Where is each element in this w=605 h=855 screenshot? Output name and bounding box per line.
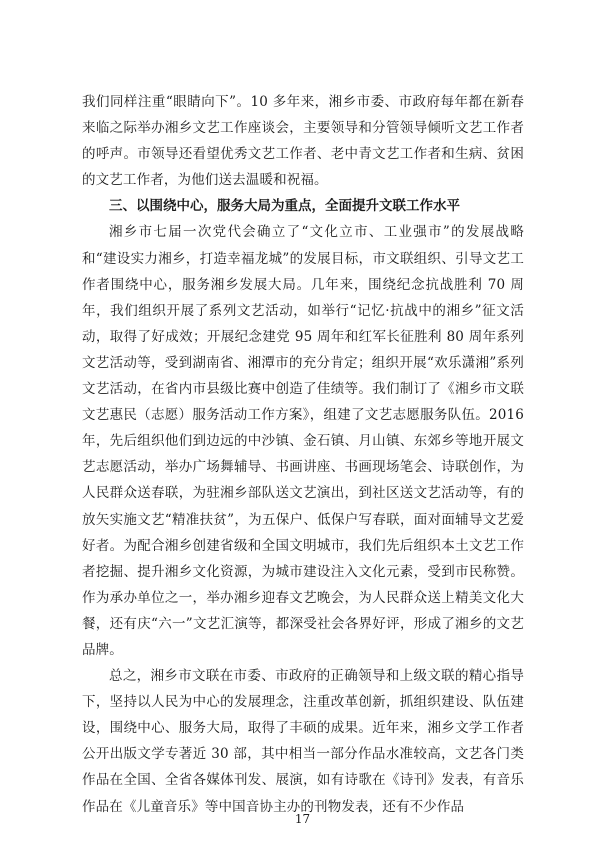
body-paragraph: 湘乡市七届一次党代会确立了“文化立市、工业强市”的发展战略和“建设实力湘乡，打造幸福龙城”的发展目标，市文联组织、引导文艺工作者围绕中心，服务湘乡发展大局。几年来，围绕纪念抗战胜利 70 周年，我们组织开展了系列文艺活动，如举行“记忆·抗战中的湘乡”征文活动，取得了好成效；开展纪念建党 95 周年和红军长征胜利 80 周年系列文艺活动等，受到湖南省、湘潭市的充分肯定；组织开展“欢乐潇湘”系列文艺活动，在省内市县级比赛中创造了佳绩等。我们制订了《湘乡市文联文艺惠民（志愿）服务活动工作方案》，组建了文艺志愿服务队伍。2016 年，先后组织他们到边远的中沙镇、金石镇、月山镇、东郊乡等地开展文艺志愿活动，举办广场舞辅导、书画讲座、书画现场笔会、诗联创作，为人民群众送春联，为驻湘乡部队送文艺演出，到社区送文艺活动等，有的放矢实施文艺“精准扶贫”，为五保户、低保户写春联，面对面辅导文艺爱好者。为配合湘乡创建省级和全国文明城市，我们先后组织本土文艺工作者挖掘、提升湘乡文化资源，为城市建设注入文化元素，受到市民称赞。作为承办单位之一，举办湘乡迎春文艺晚会，为人民群众送上精美文化大餐，还有庆“六一”文艺汇演等，都深受社会各界好评，形成了湘乡的文艺品牌。: [82, 224, 524, 658]
section-heading: 三、以围绕中心，服务大局为重点，全面提升文联工作水平: [109, 198, 460, 215]
page-number: 17: [294, 812, 311, 826]
body-paragraph: 总之，湘乡市文联在市委、市政府的正确领导和上级文联的精心指导下，坚持以人民为中心的发展理念，注重改革创新，抓组织建设、队伍建设，围绕中心、服务大局，取得了丰硕的成果。近年来，湘乡文学工作者公开出版文学专著近 30 部，其中相当一部分作品水准较高，文艺各门类作品在全国、全省各媒体刊发、展演，如有诗歌在《诗刊》发表，有音乐作品在《儿童音乐》等中国音协主办的刊物发表，还有不少作品: [82, 668, 524, 815]
page-body: [82, 89, 524, 820]
body-paragraph: 我们同样注重“眼睛向下”。10 多年来，湘乡市委、市政府每年都在新春来临之际举办湘乡文艺工作座谈会，主要领导和分管领导倾听文艺工作者的呼声。市领导还看望优秀文艺工作者、老中青文艺工作者和生病、贫困的文艺工作者，为他们送去温暖和祝福。: [82, 94, 524, 189]
